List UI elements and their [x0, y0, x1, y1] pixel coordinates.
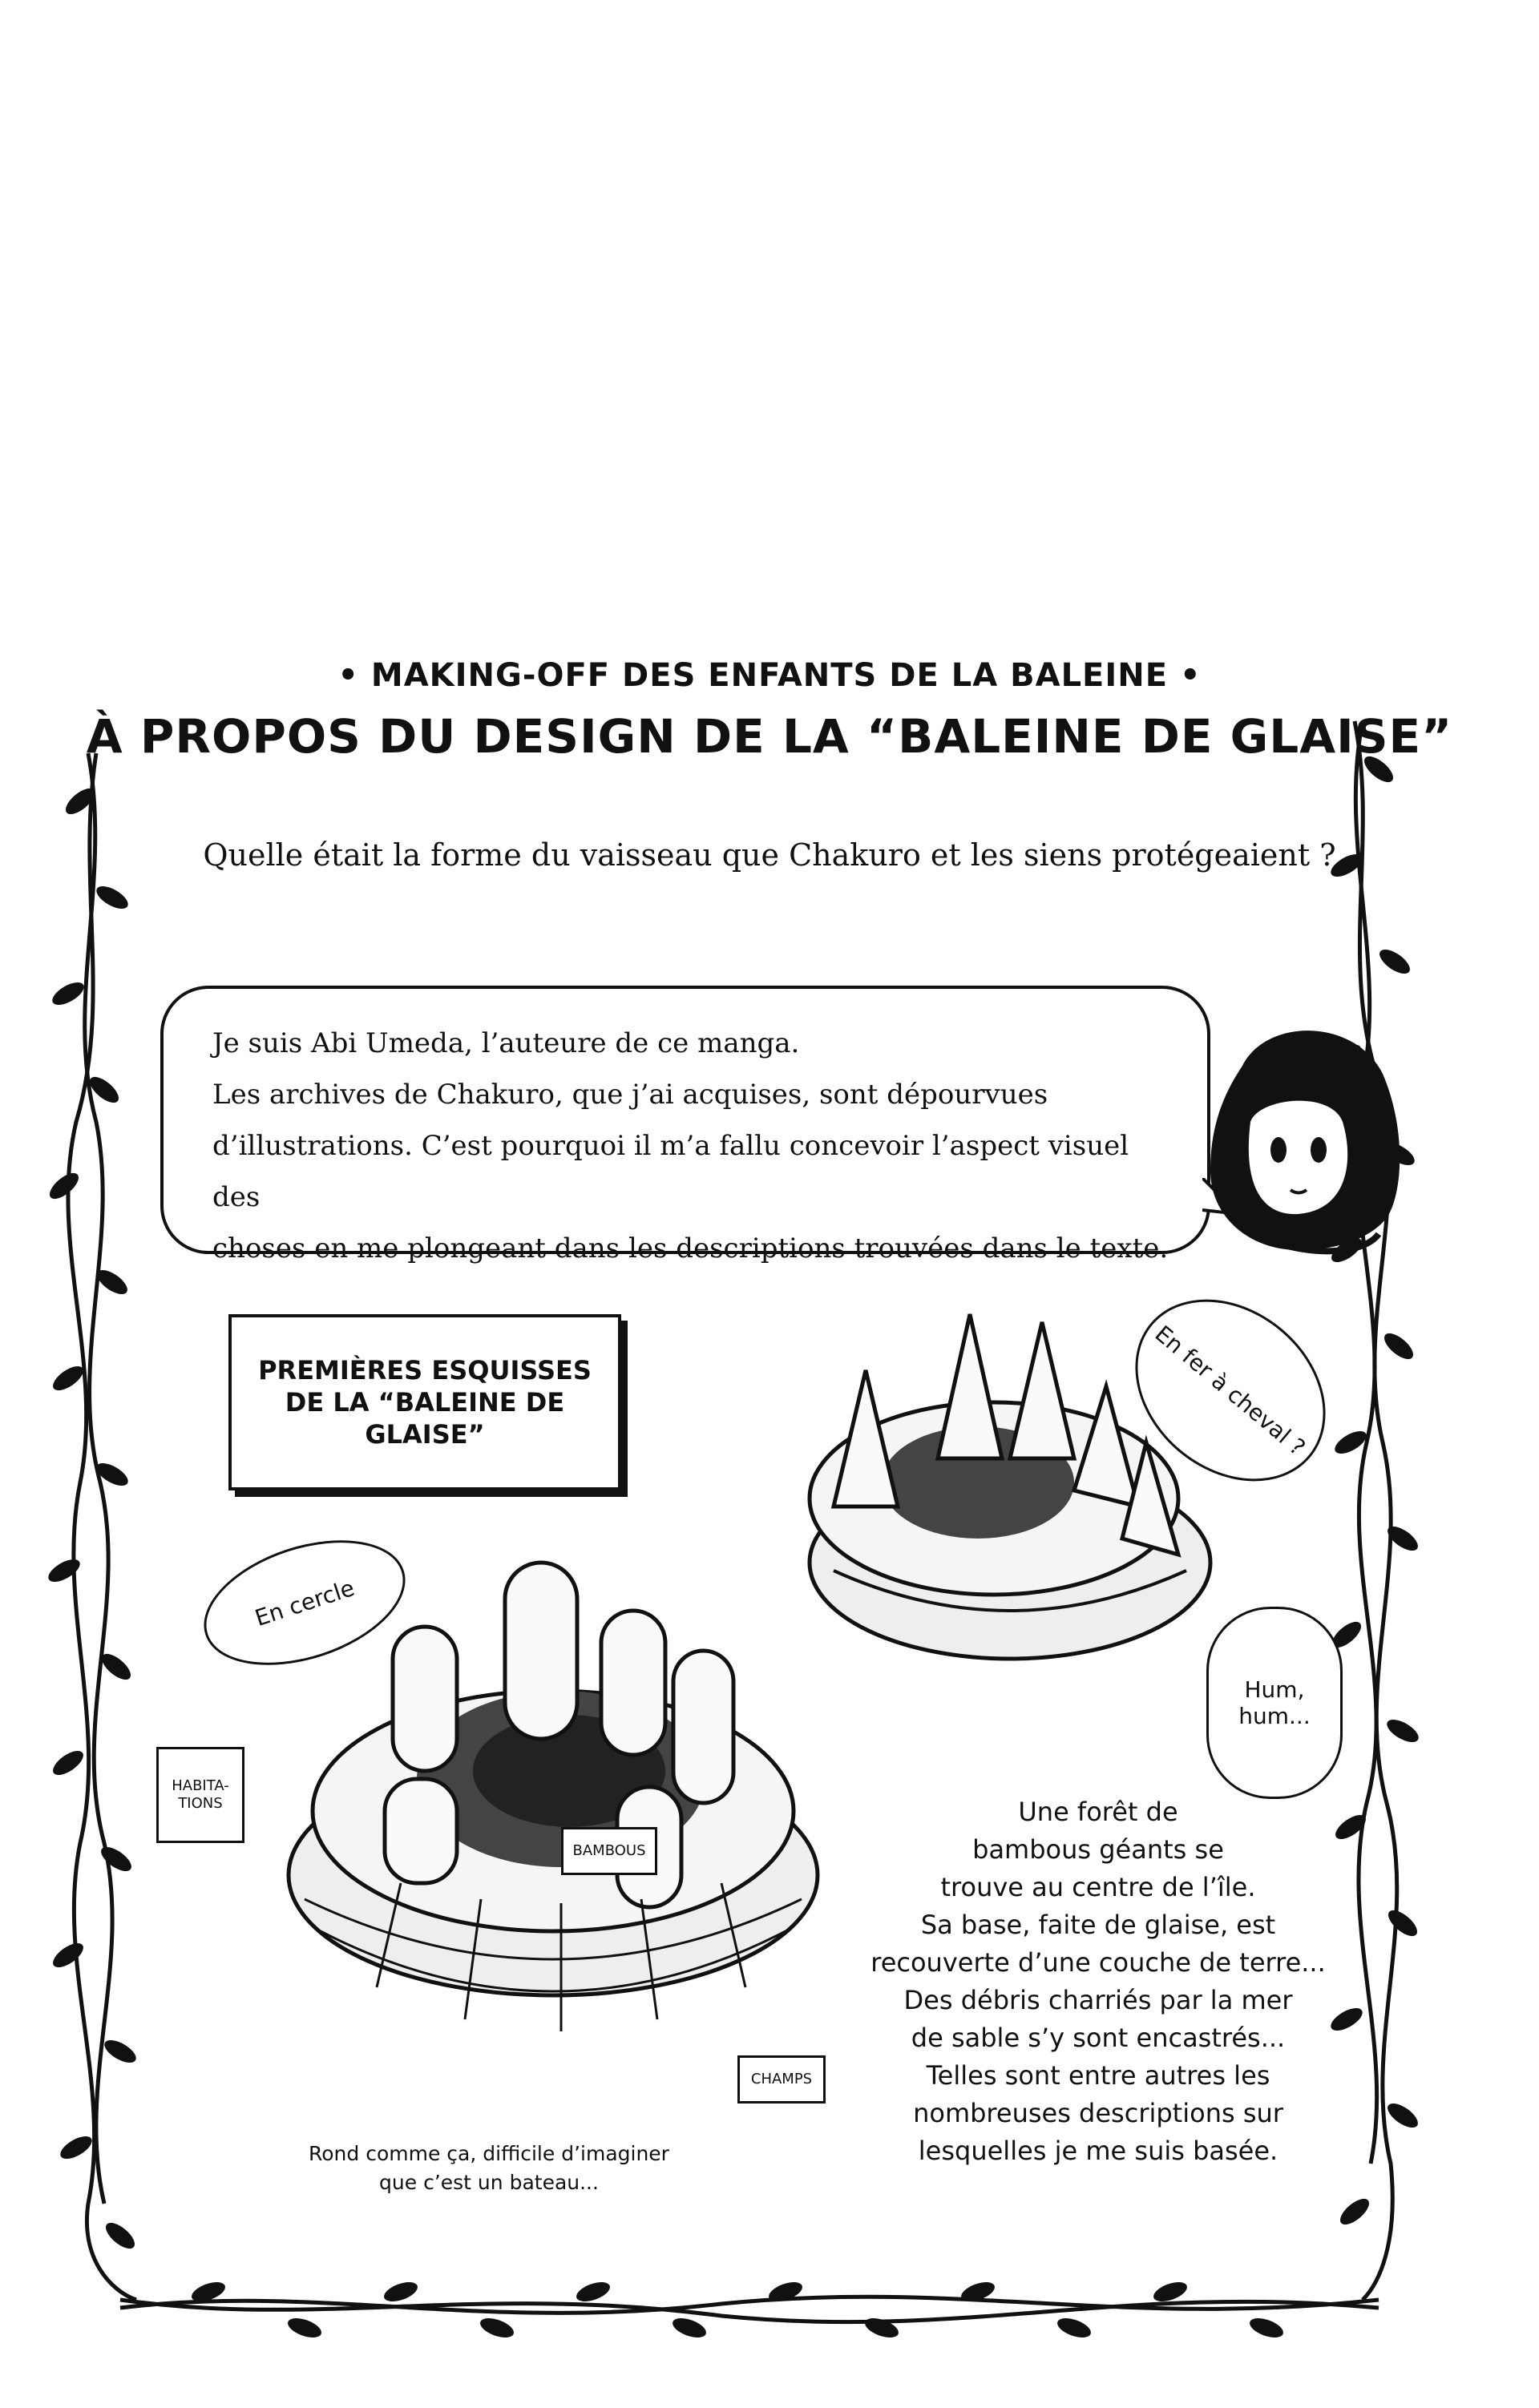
description-line: de sable s’y sont encastrés... [911, 2023, 1286, 2053]
author-line: choses en me plongeant dans les descriptions trouvées dans le texte. [212, 1232, 1169, 1265]
circle-bubble: En cercle [188, 1517, 422, 1688]
description-line: recouverte d’une couche de terre... [870, 1947, 1326, 1978]
description-line: Telles sont entre autres les [926, 2060, 1270, 2091]
description-line: Des débris charriés par la mer [903, 1985, 1293, 2015]
sketch-caption [265, 2140, 713, 2197]
horseshoe-whale-sketch [786, 1298, 1234, 1683]
author-line: Je suis Abi Umeda, l’auteure de ce manga. [212, 1027, 800, 1059]
description-line: lesquelles je me suis basée. [918, 2136, 1278, 2166]
description-line: nombreuses descriptions sur [913, 2098, 1283, 2128]
habitations-tag: HABITA-TIONS [156, 1747, 244, 1843]
description-line: Une forêt de [1018, 1797, 1178, 1827]
hum-bubble: Hum, hum... [1206, 1607, 1343, 1799]
sketch-title-box: PREMIÈRES ESQUISSES DE LA “BALEINE DE GLAISE” [228, 1314, 621, 1490]
description-line: trouve au centre de l’île. [940, 1872, 1256, 1902]
horseshoe-bubble: En fer à cheval ? [1099, 1262, 1362, 1519]
section-kicker: • MAKING-OFF DES ENFANTS DE LA BALEINE • [337, 657, 1202, 694]
author-line: Les archives de Chakuro, que j’ai acquises, sont dépourvues [212, 1079, 1048, 1111]
caption-line: que c’est un bateau... [379, 2171, 599, 2194]
author-intro-text [212, 1018, 1174, 1274]
description-line: Sa base, faite de glaise, est [920, 1910, 1276, 1940]
caption-line: Rond comme ça, difficile d’imaginer [309, 2142, 669, 2165]
design-description [858, 1793, 1339, 2170]
champs-tag: CHAMPS [737, 2055, 826, 2103]
round-whale-sketch [240, 1498, 866, 2059]
description-line: bambous géants se [972, 1834, 1224, 1865]
author-avatar [1194, 1010, 1411, 1274]
intro-question: Quelle était la forme du vaisseau que Chakuro et les siens protégeaient ? [203, 837, 1336, 873]
page-title: À PROPOS DU DESIGN DE LA “BALEINE DE GLAISE” [86, 709, 1453, 764]
author-line: d’illustrations. C’est pourquoi il m’a fallu concevoir l’aspect visuel des [212, 1130, 1129, 1213]
bambous-tag: BAMBOUS [561, 1827, 657, 1875]
